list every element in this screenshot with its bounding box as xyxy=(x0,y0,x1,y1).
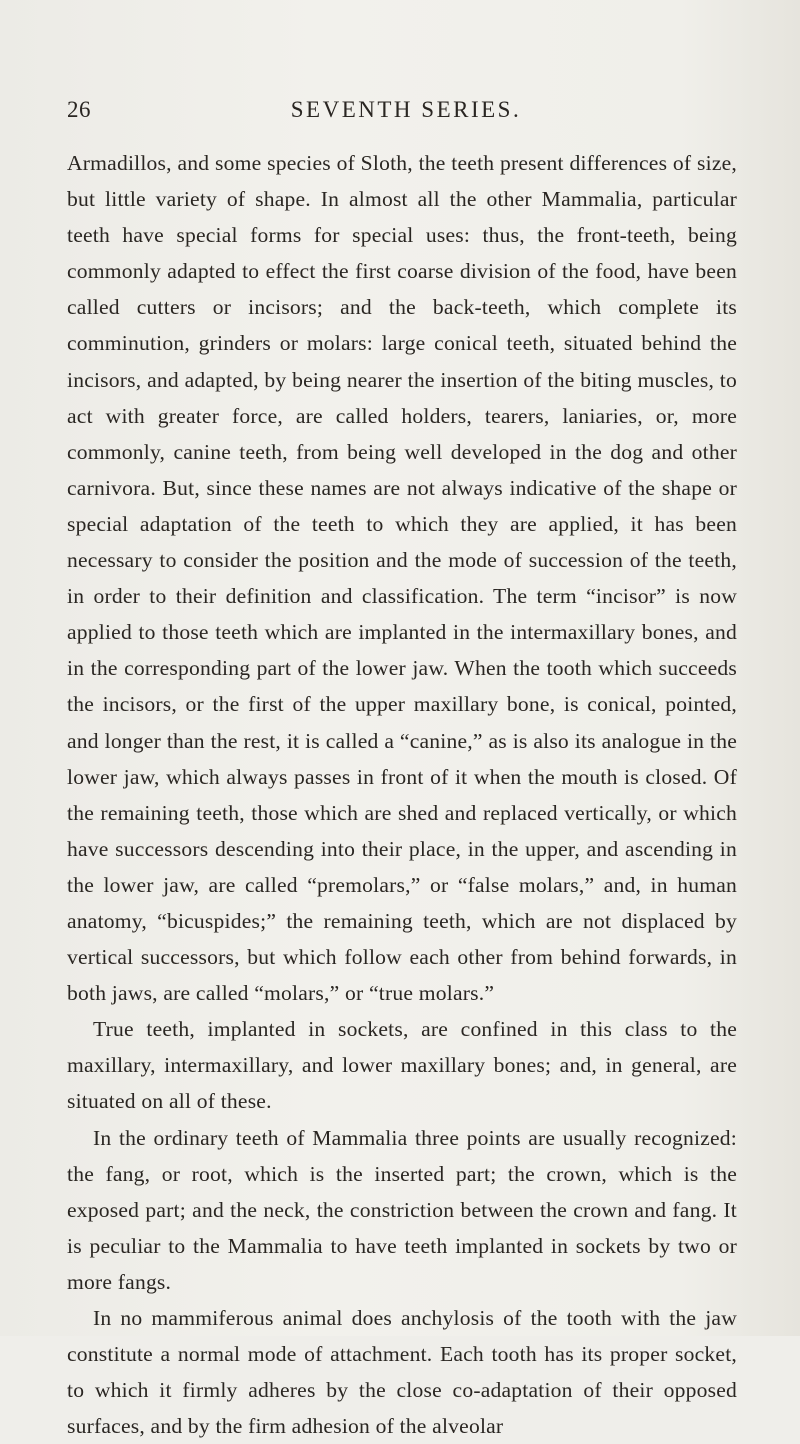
page-number: 26 xyxy=(67,97,91,122)
paragraph-2: True teeth, implanted in sockets, are confined in this class to the maxillary, intermaxillary, and lower maxillary bones; and, in general, are situated on all of these. xyxy=(67,1017,737,1114)
paragraph-3: In the ordinary teeth of Mammalia three points are usually recognized: the fang, or root, which is the inserted part; the crown, which is the exposed part; and the neck, the constriction between the crown and fang. It is peculiar to the Mammalia to have teeth implanted in sockets by two or more fangs. xyxy=(67,1125,737,1294)
paragraph-4: In no mammiferous animal does anchylosis of the tooth with the jaw constitute a normal mode of attachment. Each tooth has its proper socket, to which it firmly adheres by the close co-adaptation of their opposed surfaces, and by the firm adhesion of the alveolar xyxy=(67,1306,737,1439)
series-title: SEVENTH SERIES. xyxy=(290,97,522,122)
body-text xyxy=(67,145,737,1444)
paragraph-1: Armadillos, and some species of Sloth, the teeth present differences of size, but little variety of shape. In almost all the other Mammalia, particular teeth have special forms for special uses: thus, the front-teeth, being commonly adapted to effect the first coarse division of the food, have been called cutters or incisors; and the back-teeth, which complete its comminution, grinders or molars: large conical teeth, situated behind the incisors, and adapted, by being nearer the insertion of the biting muscles, to act with greater force, are called holders, tearers, laniaries, or, more commonly, canine teeth, from being well developed in the dog and other carnivora. But, since these names are not always indicative of the shape or special adaptation of the teeth to which they are applied, it has been necessary to consider the position and the mode of succession of the teeth, in order to their definition and classification. The term “incisor” is now applied to those teeth which are implanted in the intermaxillary bones, and in the corresponding part of the lower jaw. When the tooth which succeeds the incisors, or the first of the upper maxillary bone, is conical, pointed, and longer than the rest, it is called a “canine,” as is also its analogue in the lower jaw, which always passes in front of it when the mouth is closed. Of the remaining teeth, those which are shed and replaced vertically, or which have successors descending into their place, in the upper, and ascending in the lower jaw, are called “premolars,” or “false molars,” and, in human anatomy, “bicuspides;” the remaining teeth, which are not displaced by vertical successors, but which follow each other from behind forwards, in both jaws, are called “molars,” or “true molars.” xyxy=(67,151,737,1006)
running-head xyxy=(40,97,760,127)
